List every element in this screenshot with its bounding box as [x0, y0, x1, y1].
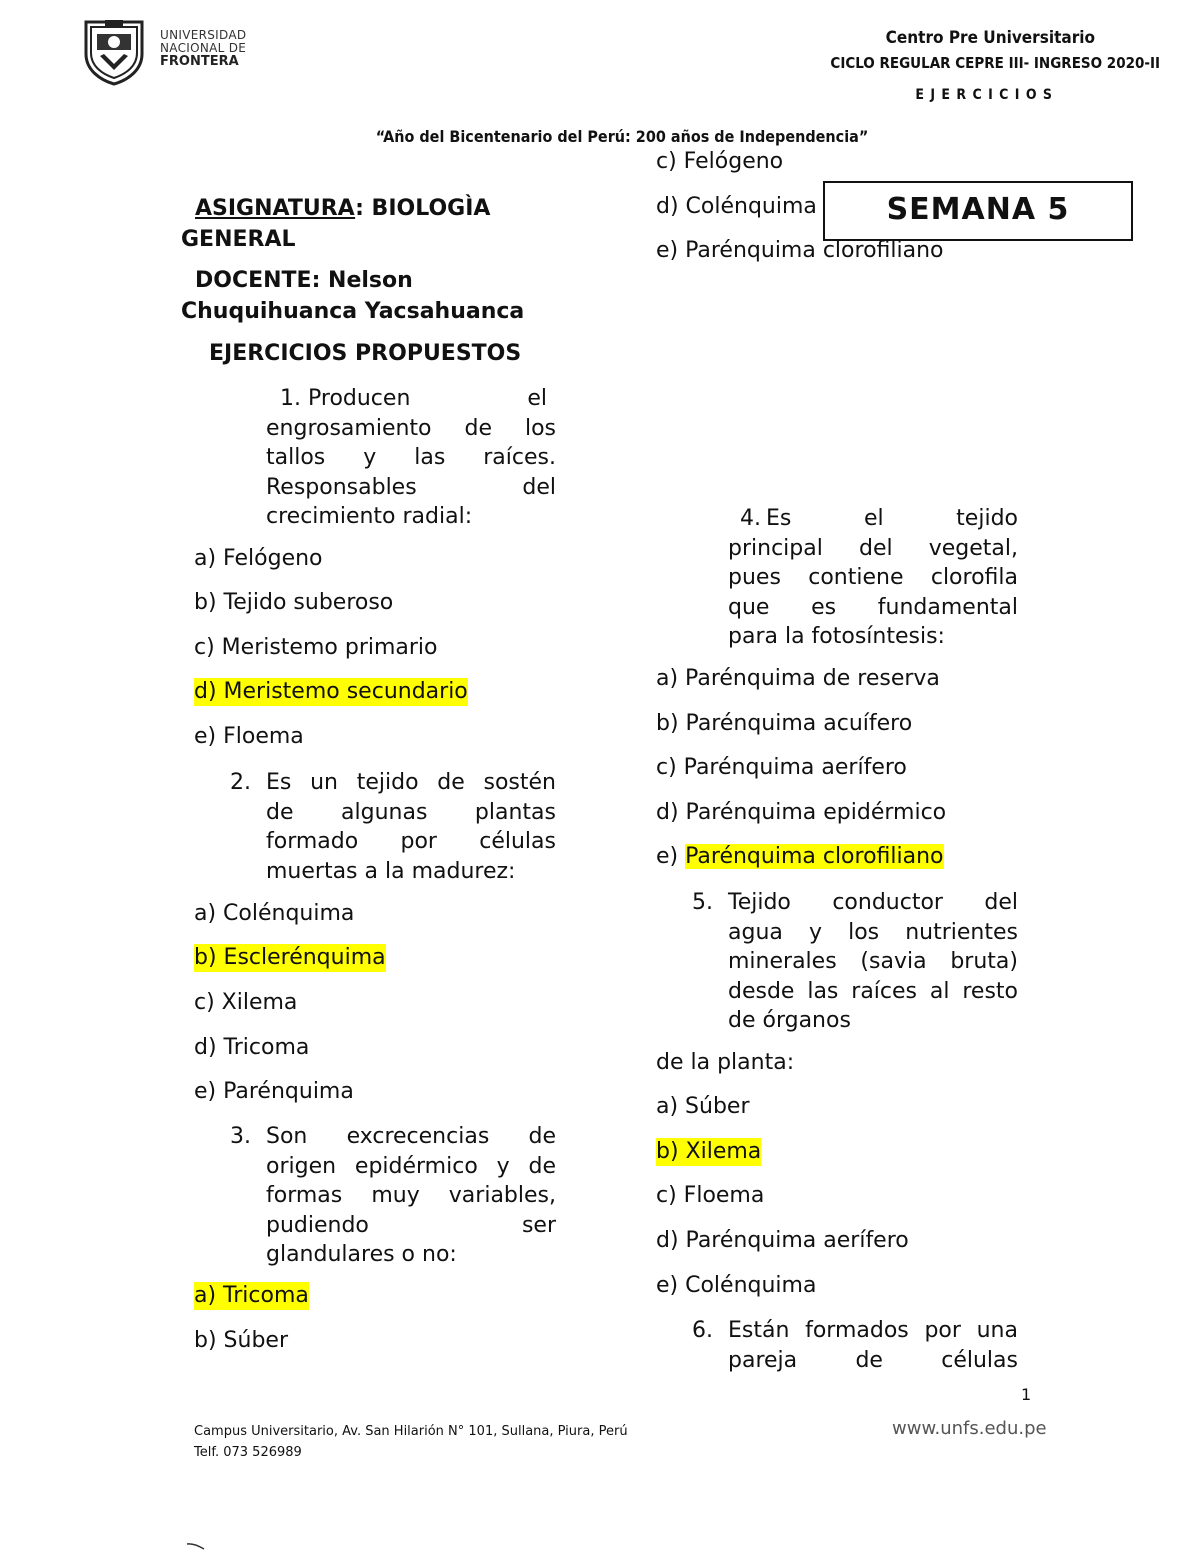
option: d) Colénquima — [656, 194, 817, 219]
question-2 — [230, 768, 556, 886]
option: d) Parénquima aerífero — [656, 1228, 909, 1253]
question-line: principal del vegetal, — [728, 535, 1018, 561]
option: a) Colénquima — [194, 901, 355, 926]
question-line: crecimiento radial: — [266, 504, 473, 529]
subject-name-line2: GENERAL — [181, 227, 296, 252]
question-number: 4. — [740, 506, 761, 531]
question-line: Están formados por una — [728, 1318, 1018, 1343]
teacher-line-1: DOCENTE: Nelson — [195, 268, 413, 293]
question-line: formado por células — [266, 829, 556, 854]
option: b) Parénquima acuífero — [656, 711, 913, 736]
option: d) Tricoma — [194, 1035, 310, 1060]
teacher-line-2: Chuquihuanca Yacsahuanca — [181, 299, 525, 324]
logo-line-3: FRONTERA — [160, 54, 239, 69]
option-correct: b) Esclerénquima — [194, 945, 386, 970]
question-line: Responsables del — [266, 474, 556, 500]
question-number: 5. — [692, 890, 713, 915]
question-line: pues contiene clorofila — [728, 565, 1018, 590]
option: c) Meristemo primario — [194, 635, 438, 660]
question-text — [230, 768, 556, 886]
question-line: Tejido conductor del — [728, 890, 1018, 915]
question-text — [692, 1316, 1018, 1375]
option: c) Felógeno — [656, 149, 784, 174]
question-line: glandulares o no: — [266, 1242, 457, 1267]
question-line: Producen el — [308, 386, 547, 411]
question-1 — [266, 384, 556, 532]
logo-line-1: UNIVERSIDAD — [160, 28, 247, 42]
question-line: de algunas plantas — [266, 799, 556, 825]
option: c) Parénquima aerífero — [656, 755, 907, 780]
option: c) Floema — [656, 1183, 765, 1208]
subject-label: ASIGNATURA — [195, 196, 356, 221]
option: a) Felógeno — [194, 546, 323, 571]
subject-name: : BIOLOGÌA — [355, 196, 491, 221]
option: d) Parénquima epidérmico — [656, 800, 947, 825]
logo-line-2: NACIONAL DE — [160, 41, 247, 55]
week-label: SEMANA 5 — [886, 192, 1070, 227]
option-correct: d) Meristemo secundario — [194, 679, 468, 704]
question-line: desde las raíces al resto — [728, 978, 1018, 1004]
question-text — [266, 384, 556, 532]
question-line: minerales (savia bruta) — [728, 949, 1018, 974]
question-4 — [728, 504, 1018, 652]
university-seal-icon — [80, 18, 148, 86]
option: e) Parénquima — [194, 1079, 354, 1104]
year-motto: “Año del Bicentenario del Perú: 200 años de Independencia” — [375, 127, 869, 146]
option-correct: b) Xilema — [656, 1139, 762, 1164]
question-number: 6. — [692, 1318, 713, 1343]
option-letter: e) — [656, 844, 686, 869]
option: e) Colénquima — [656, 1273, 817, 1298]
question-3 — [230, 1122, 556, 1270]
question-line: pudiendo ser — [266, 1212, 556, 1238]
question-number: 2. — [230, 770, 251, 795]
teacher-name — [181, 265, 524, 327]
question-6 — [692, 1316, 1018, 1375]
question-text — [230, 1122, 556, 1270]
option: e) Floema — [194, 724, 304, 749]
question-text — [692, 888, 1018, 1036]
center-name: Centro Pre Universitario — [885, 28, 1095, 48]
question-continuation: de la planta: — [656, 1050, 795, 1075]
footer-phone: Telf. 073 526989 — [194, 1445, 302, 1460]
option: b) Tejido suberoso — [194, 590, 394, 615]
question-line: para la fotosíntesis: — [728, 624, 945, 649]
page-number: 1 — [1021, 1385, 1032, 1404]
question-line: engrosamiento de los — [266, 415, 556, 441]
footer-website: www.unfs.edu.pe — [892, 1418, 1047, 1439]
question-line: pareja de células — [728, 1347, 1018, 1373]
option-correct: a) Tricoma — [194, 1283, 309, 1308]
option: e) Parénquima clorofiliano — [656, 238, 944, 263]
subject-title — [181, 193, 490, 255]
stray-mark-icon — [186, 1541, 206, 1551]
question-line: tallos y las raíces. — [266, 445, 556, 470]
week-box — [823, 181, 1133, 241]
footer-address: Campus Universitario, Av. San Hilarión N° 101, Sullana, Piura, Perú — [194, 1424, 628, 1439]
option: a) Súber — [656, 1094, 750, 1119]
cycle-label: CICLO REGULAR CEPRE III- INGRESO 2020-II — [830, 54, 1160, 72]
question-line: formas muy variables, — [266, 1183, 556, 1208]
question-line: muertas a la madurez: — [266, 858, 516, 884]
question-line: agua y los nutrientes — [728, 919, 1018, 945]
question-line: origen epidérmico y de — [266, 1153, 556, 1179]
option: a) Parénquima de reserva — [656, 666, 940, 691]
question-line: que es fundamental — [728, 594, 1018, 620]
question-number: 3. — [230, 1124, 251, 1149]
question-line: Son excrecencias de — [266, 1124, 556, 1149]
option: b) Súber — [194, 1328, 288, 1353]
question-5 — [692, 888, 1018, 1036]
option-highlight: Parénquima clorofiliano — [685, 844, 944, 869]
section-label: E J E R C I C I O S — [915, 87, 1053, 103]
question-text — [728, 504, 1018, 652]
question-number: 1. — [280, 386, 301, 411]
question-line: de órganos — [728, 1008, 851, 1033]
option-correct — [656, 843, 944, 871]
question-line: Es el tejido — [766, 506, 1018, 531]
section-title: EJERCICIOS PROPUESTOS — [209, 341, 522, 366]
question-line: Es un tejido de sostén — [266, 770, 556, 795]
option: c) Xilema — [194, 990, 298, 1015]
university-logo — [80, 18, 250, 88]
